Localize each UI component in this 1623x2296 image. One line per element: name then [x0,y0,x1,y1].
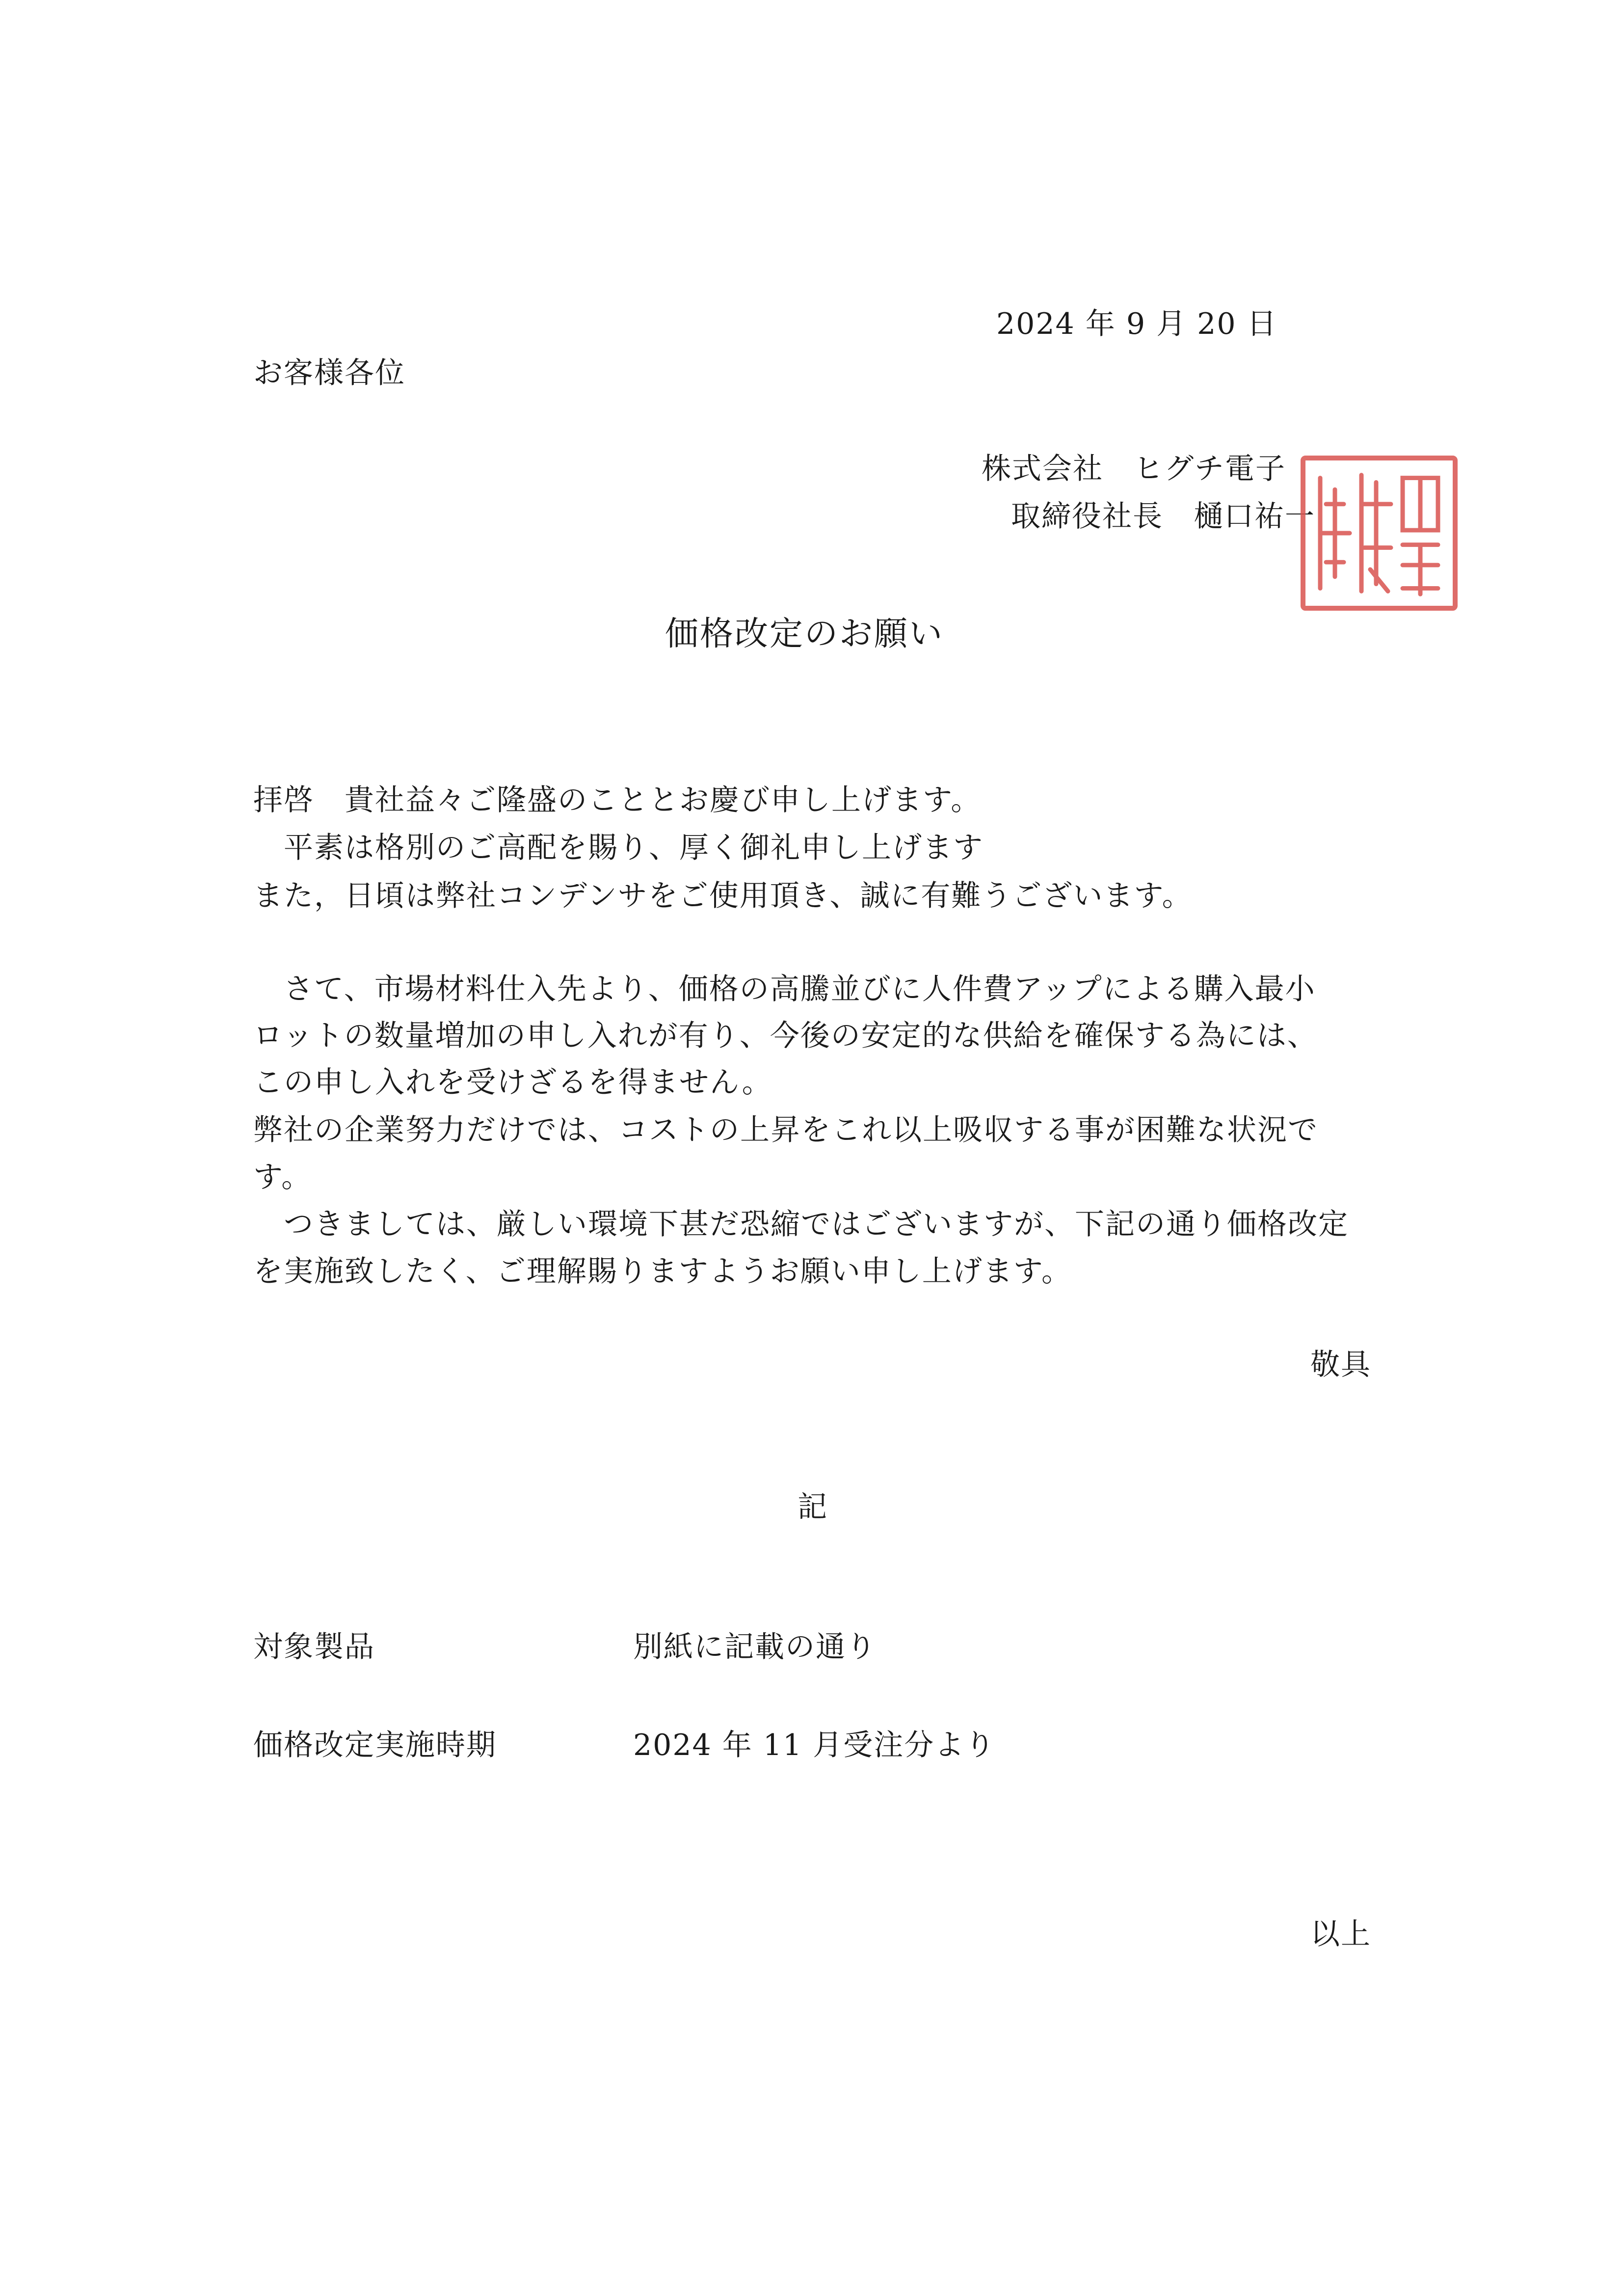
notes-heading: 記 [798,1490,828,1524]
body-line-7: 弊社の企業努力だけでは、コストの上昇をこれ以上吸収する事が困難な状況で [253,1113,1318,1147]
body-line-5: ロットの数量増加の申し入れが有り、今後の安定的な供給を確保する為には、 [253,1019,1318,1053]
body-line-2: 平素は格別のご高配を賜り、厚く御礼申し上げます [253,831,984,865]
body-line-6: この申し入れを受けざるを得ません。 [253,1065,772,1100]
notes-item-label-2: 価格改定実施時期 [253,1728,497,1762]
body-line-4: さて、市場材料仕入先より、価格の高騰並びに人件費アップによる購入最小 [253,972,1316,1006]
notes-end-ijou: 以上 [1310,1917,1371,1951]
notes-item-label-1: 対象製品 [253,1630,375,1664]
closing-keigu: 敬具 [1310,1348,1371,1382]
notes-item-value-1: 別紙に記載の通り [633,1630,877,1664]
company-name: 株式会社 ヒグチ電子 [982,452,1286,486]
body-line-8: す。 [253,1160,312,1194]
body-line-3: また，日頃は弊社コンデンサをご使用頂き、誠に有難うございます。 [253,879,1193,913]
company-seal-icon [1301,456,1458,611]
recipient: お客様各位 [253,356,405,390]
page-title: 価格改定のお願い [665,615,944,653]
letter-date: 2024 年 9 月 20 日 [996,307,1277,341]
signatory: 取締役社長 樋口祐一 [1011,499,1315,534]
body-line-10: を実施致したく、ご理解賜りますようお願い申し上げます。 [253,1254,1072,1289]
body-line-9: つきましては、厳しい環境下甚だ恐縮ではございますが、下記の通り価格改定 [253,1207,1349,1242]
body-line-1: 拝啓 貴社益々ご隆盛のこととお慶び申し上げます。 [253,783,982,817]
notes-item-value-2: 2024 年 11 月受注分より [633,1728,996,1762]
